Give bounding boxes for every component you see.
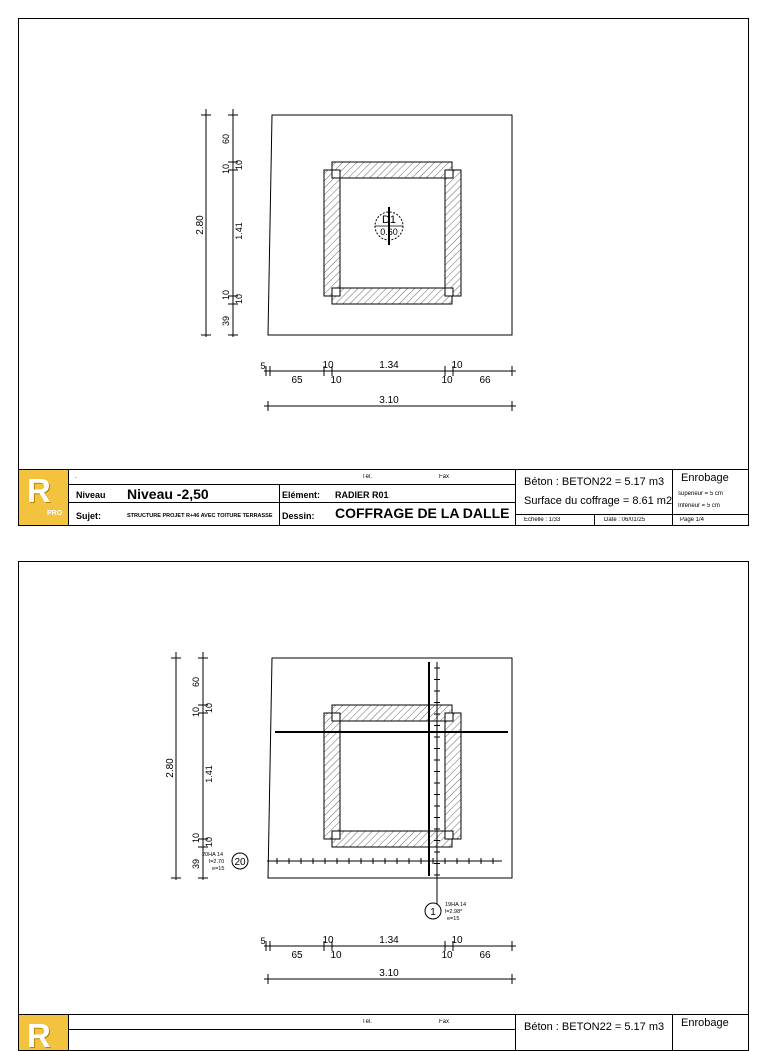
rebar-1-line1: 19HA 14 [445, 902, 467, 908]
rebar-1-line3: e=15 [447, 916, 460, 922]
tel-label: Tél. [362, 474, 373, 480]
svg-text:1: 1 [430, 907, 436, 918]
dim-left-total: 2.80 [195, 215, 206, 235]
svg-text:39: 39 [191, 858, 201, 870]
dim-bottom-10-top-a: 10 [322, 360, 334, 371]
niveau-label: Niveau [76, 490, 106, 500]
dim-bottom-66: 66 [479, 375, 491, 386]
svg-text:10: 10 [204, 836, 214, 848]
svg-text:10: 10 [330, 950, 342, 961]
niveau-value: Niveau -2,50 [127, 486, 209, 502]
robot-logo: R PRO [19, 470, 69, 526]
enrobage-superieur: supérieur = 5 cm [678, 491, 723, 497]
sujet-label: Sujet: [76, 511, 102, 521]
dim-left-10d: 10 [234, 293, 244, 305]
drawing-sheet-1 [18, 18, 749, 526]
dim-bottom-5: 5 [260, 361, 266, 371]
rebar-20-line2: l=2.70 [209, 859, 225, 865]
robot-logo: R [19, 1015, 69, 1051]
drawing-sheet-2 [18, 561, 749, 1051]
svg-text:10: 10 [191, 706, 201, 718]
svg-text:65: 65 [291, 950, 303, 961]
svg-text:10: 10 [191, 832, 201, 844]
dim-left-10c: 10 [221, 289, 231, 301]
enrobage-title: Enrobage [681, 472, 729, 484]
rebar-20-line1: 20HA 14 [202, 852, 224, 858]
dim-bottom-134: 1.34 [379, 360, 399, 371]
title-block: R Tél. Fax Béton : BETON22 = 5.17 m3 Enrobage [19, 1014, 749, 1051]
beam-right [445, 170, 461, 296]
rebar-1-line2: l=2.98* [445, 909, 463, 915]
dim-bottom-total: 3.10 [379, 395, 399, 406]
dim-left-39: 39 [221, 315, 231, 327]
dim-bottom-10-top-b: 10 [451, 360, 463, 371]
dim-left-141: 1.41 [234, 222, 244, 240]
pile-diameter: 0.60 [380, 227, 398, 237]
element-label: Elément: [282, 490, 321, 500]
header-dot: . [75, 474, 77, 480]
svg-text:10: 10 [441, 950, 453, 961]
dim-bottom-10b: 10 [441, 375, 453, 386]
date: Date : 06/01/25 [604, 517, 646, 523]
beton-volume: Béton : BETON22 = 5.17 m3 [524, 476, 665, 488]
beam-top [332, 162, 452, 178]
dim-bottom-10a: 10 [330, 375, 342, 386]
svg-text:66: 66 [479, 950, 491, 961]
svg-text:60: 60 [191, 676, 201, 688]
dessin-label: Dessin: [282, 511, 315, 521]
dim-left-10b: 10 [234, 159, 244, 171]
dessin-value: COFFRAGE DE LA DALLE [335, 505, 510, 521]
beton-volume: Béton : BETON22 = 5.17 m3 [524, 1021, 665, 1033]
svg-text:20: 20 [234, 857, 246, 868]
svg-text:5: 5 [260, 936, 266, 946]
element-value: RADIER R01 [335, 490, 389, 500]
enrobage-inferieur: Inférieur = 5 cm [678, 503, 720, 509]
pile-id: D1 [381, 214, 397, 226]
reinforcement-plan [19, 562, 749, 1014]
dim-left-10a: 10 [221, 163, 231, 175]
sujet-value: STRUCTURE PROJET R+46 AVEC TOITURE TERRASSE [127, 513, 273, 519]
formwork-plan [19, 19, 749, 469]
dim-left-60: 60 [221, 133, 231, 145]
svg-text:10: 10 [451, 935, 463, 946]
scale: Echelle : 1/33 [524, 517, 561, 523]
svg-text:10: 10 [204, 702, 214, 714]
svg-text:10: 10 [322, 935, 334, 946]
rebar-20-line3: e=15 [212, 866, 225, 872]
title-block [19, 469, 749, 526]
formwork-surface: Surface du coffrage = 8.61 m2 [524, 495, 672, 507]
svg-text:1.41: 1.41 [204, 765, 214, 783]
fax-label: Fax [439, 474, 450, 480]
dim-bottom-65: 65 [291, 375, 303, 386]
svg-text:3.10: 3.10 [379, 968, 399, 979]
beam-bottom [332, 288, 452, 304]
beam-left [324, 170, 340, 296]
svg-text:2.80: 2.80 [165, 758, 176, 778]
page-number: Page 1/4 [680, 517, 705, 523]
svg-text:1.34: 1.34 [379, 935, 399, 946]
